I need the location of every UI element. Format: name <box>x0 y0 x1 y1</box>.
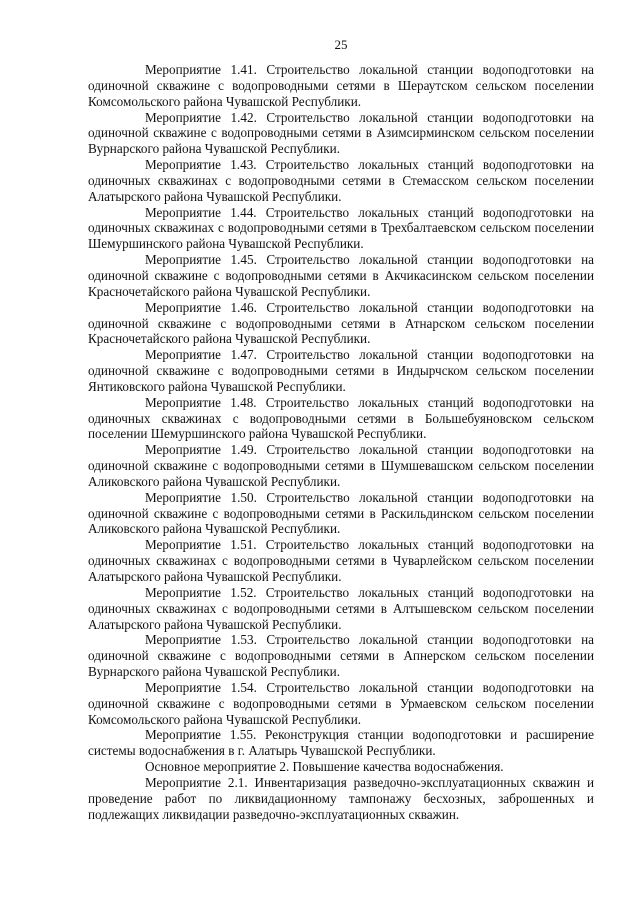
paragraph-measure-1-50: Мероприятие 1.50. Строительство локальной станции водоподготовки на одиночной скважине с водопроводными сетями в Раскильдинском сельском поселении Аликовского района Чувашской Республики. <box>88 489 594 537</box>
paragraph-measure-1-44: Мероприятие 1.44. Строительство локальных станций водоподготовки на одиночных скважинах с водопроводными сетями в Трехбалтаевском сельском поселении Шемуршинского района Чувашской Республики. <box>88 204 594 252</box>
paragraph-measure-1-54: Мероприятие 1.54. Строительство локальной станции водоподготовки на одиночной скважине с водопроводными сетями в Урмаевском сельском поселении Комсомольского района Чувашской Республики. <box>88 679 594 727</box>
paragraph-measure-1-51: Мероприятие 1.51. Строительство локальных станций водоподготовки на одиночных скважинах с водопроводными сетями в Чуварлейском сельском поселении Алатырского района Чувашской Республики. <box>88 537 594 584</box>
paragraph-measure-1-52: Мероприятие 1.52. Строительство локальных станций водоподготовки на одиночных скважинах с водопроводными сетями в Алтышевском сельском поселении Алатырского района Чувашской Республики. <box>88 584 594 632</box>
paragraph-measure-1-49: Мероприятие 1.49. Строительство локальной станции водоподготовки на одиночной скважине с водопроводными сетями в Шумшевашском сельском поселении Аликовского района Чувашской Республики. <box>88 442 594 489</box>
paragraph-measure-1-55: Мероприятие 1.55. Реконструкция станции водоподготовки и расширение системы водоснабжения в г. Алатырь Чувашской Республики. <box>88 727 594 759</box>
paragraph-measure-1-48: Мероприятие 1.48. Строительство локальных станций водоподготовки на одиночных скважинах с водопроводными сетями в Большебуяновском сельском поселении Шемуршинского района Чувашской Республики. <box>88 394 594 442</box>
paragraph-measure-1-45: Мероприятие 1.45. Строительство локальной станции водоподготовки на одиночной скважине с водопроводными сетями в Акчикасинском сельском поселении Красночетайского района Чувашской Республики. <box>88 252 594 299</box>
document-page <box>88 37 594 823</box>
paragraph-measure-1-41: Мероприятие 1.41. Строительство локальной станции водоподготовки на одиночной скважине с водопроводными сетями в Шераутском сельском поселении Комсомольского района Чувашской Республики. <box>88 62 594 109</box>
paragraph-measure-1-46: Мероприятие 1.46. Строительство локальной станции водоподготовки на одиночной скважине с водопроводными сетями в Атнарском сельском поселении Красночетайского района Чувашской Республики. <box>88 299 594 347</box>
paragraph-measure-1-47: Мероприятие 1.47. Строительство локальной станции водоподготовки на одиночной скважине с водопроводными сетями в Индырчском сельском поселении Янтиковского района Чувашской Республики. <box>88 347 594 394</box>
page-number: 25 <box>334 37 348 52</box>
paragraph-measure-1-42: Мероприятие 1.42. Строительство локальной станции водоподготовки на одиночной скважине с водопроводными сетями в Азимсирминском сельском поселении Вурнарского района Чувашской Республики. <box>88 109 594 157</box>
paragraph-measure-2-1: Мероприятие 2.1. Инвентаризация разведочно-эксплуатационных скважин и проведение работ по ликвидационному тампонажу бесхозных, заброшенных и подлежащих ликвидации разведочно-эксплуатационных скважин. <box>88 774 594 822</box>
paragraph-measure-1-43: Мероприятие 1.43. Строительство локальных станций водоподготовки на одиночных скважинах с водопроводными сетями в Стемасском сельском поселении Алатырского района Чувашской Республики. <box>88 157 594 204</box>
paragraph-main-measure-2: Основное мероприятие 2. Повышение качества водоснабжения. <box>145 759 504 775</box>
paragraph-measure-1-53: Мероприятие 1.53. Строительство локальной станции водоподготовки на одиночной скважине с водопроводными сетями в Апнерском сельском поселении Вурнарского района Чувашской Республики. <box>88 632 594 680</box>
